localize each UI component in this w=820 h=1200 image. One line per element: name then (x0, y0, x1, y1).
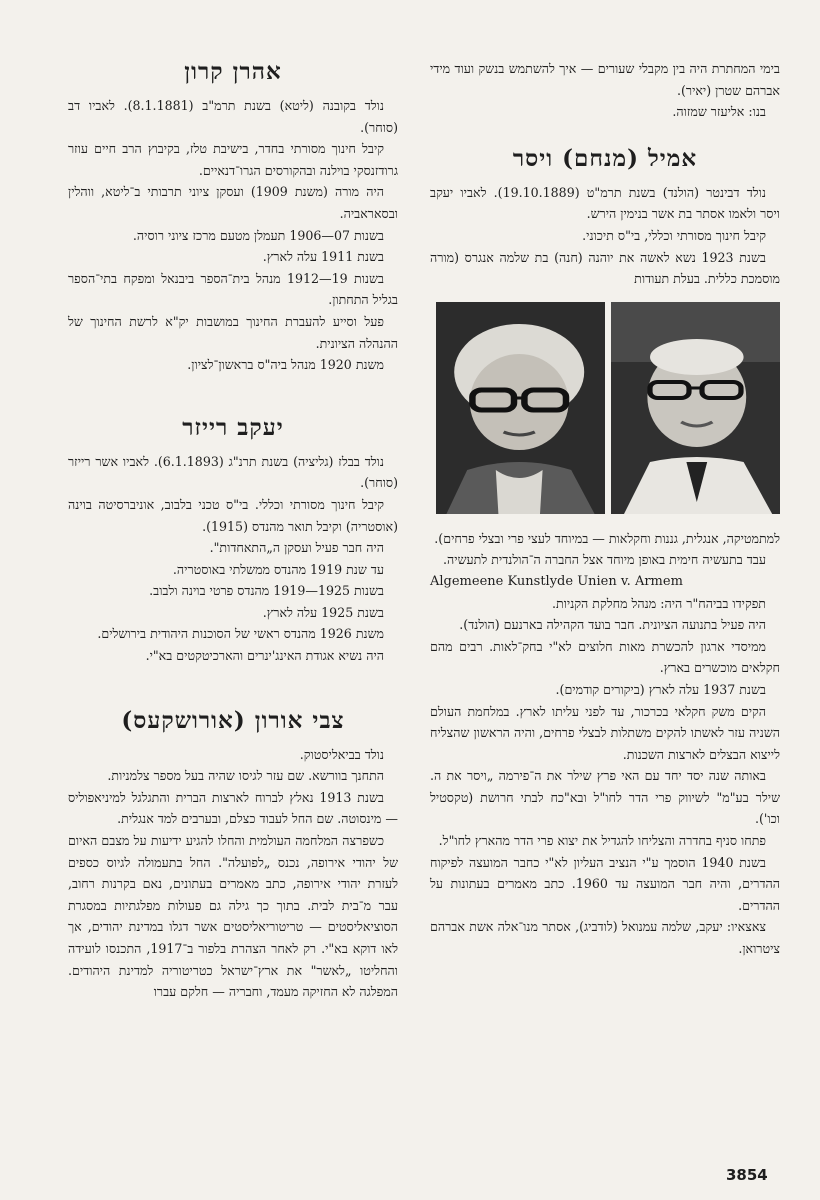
entry-yaakov-raizer (68, 414, 398, 667)
entry-paragraph: משנת 1926 מהנדס ראשי של הסוכנות היהודית בירושלים. (97, 626, 384, 642)
entry-paragraph: נולד בביאליסטוק. (299, 746, 384, 762)
entry-aharon-karon (68, 58, 398, 376)
entry-paragraph: התחנך בוורשא. שם עזר לגיסו שהיה בעל מספר צלמניות. (107, 768, 384, 784)
entry-paragraph: היה פעיל בתנועה הציונית. חבר בועד הקהילה בארנעם (הולנד). (459, 617, 766, 633)
entry-paragraph: קיבל חינוך מסורתי וכללי. בי"ס טכני בלבוב, אוניברסיטה בוינה (אוסטריה) וקיבל תואר מהנדס (1915). (68, 496, 398, 534)
entry-paragraph: בשנות 19—1912 מנהל בית־הספר ביבנאל ומפקח בתי־הספר בגליל התחתון. (68, 270, 398, 308)
portrait-photos (436, 302, 780, 514)
entry-paragraph: בשנת 1940 הוסמך ע"י הנציב העליון לא"י כחבר המועצה לפיקוח ההדרים, והיה חבר המועצה עד 1960. כתב מאמרים בעתונות על ההדרים. (430, 854, 781, 913)
entry-tsvi-oron (68, 707, 398, 1003)
entry-paragraph: נולד בקובנה (ליטא) בשנת תרמ"ב (8.1.1881). לאביו דב (סוחר). (68, 98, 398, 135)
entry-paragraph: בשנת 1923 נשא לאשה את יוהנה (חנה) בת שלמה אנגרס (מורה מוסמכת כללית. בעלת תעודות (430, 249, 780, 287)
entry-paragraph: בשנת 1911 עלה לארץ. (262, 249, 384, 265)
entry-paragraph: משנת 1920 מנהל ביה"ס בראשון־לציון. (187, 357, 384, 373)
entry-paragraph: צאצאיו: יעקב, שלמה עמנואל (לודביג), אסתר מנו־אלה אשת אברהם ציטרואן. (430, 919, 780, 957)
page-number: 3854 (726, 1166, 768, 1184)
entry-paragraph: קיבל חינוך מסורתי וכללי, בי"ס תיכוני. (582, 227, 766, 243)
entry-paragraph: בשנת 1925 עלה לארץ. (262, 604, 384, 620)
entry-paragraph: באותה שנה יסד יחד עם האי פרץ שילר את ה־פירמה „ויסר את ה. שילר בע"מ" לשיווק פרי הדר לחו"ל ובא"כח לבתי חרושת (טקסטיל וכו'). (430, 768, 780, 827)
entry-paragraph: קיבל חינוך מסורתי בחדר, בישיבת טלז, בקיבוץ הרב חיים עוזר גרודזנסקי בוילנה ובהקורסים הגרו־דנאיים. (68, 141, 398, 178)
entry-paragraph: נולד בבלז (גליציה) בשנת תרנ"ג (6.1.1893). לאביו אשר רייזר (סוחר). (68, 453, 398, 491)
portrait-man-photo (611, 302, 780, 514)
entry-paragraph: עבד בתעשיה חימית באופן מיוחד אצל החברה ה־הולנדית לתעשיה. (443, 552, 766, 568)
portrait-man-icon (611, 302, 780, 514)
entry-paragraph: נולד דבינטר (הולנד) בשנת תרמ"ט (19.10.1889). לאביו יעקב ויסר ולאמו אסתר בת אשר בנימין הירש. (430, 184, 780, 222)
entry-paragraph: היה נשיא אגודת האינג'ינרים והארכיטקטים בא"י. (145, 648, 384, 664)
entry-paragraph: בשנת 1913 נאלץ לברוח לארצות הברית והתגלגל למיניאפוליס — מינסוטה. שם החל לעבוד כצלם, ובערבים למד אנגלית. (68, 789, 398, 827)
entry-paragraph: היה מורה (משנת 1909) ועסקן ציוני תרבותי ב־ליטא, ווהלין ובסאראביה. (68, 184, 398, 221)
entry-title: אהרן קרון (184, 58, 282, 85)
entry-paragraph: הקים משק חקלאי בכרכור, עד לפני עליתו לארץ. במלחמת העולם השניה עזר לאשתו להקים משתלות לבצלי פרחים, והיה הראשון שהצליח לייצוא הבצלים לארצות השכנות. (430, 703, 780, 762)
entry-title: צבי אורון (אורושקעס) (121, 706, 345, 734)
entry-paragraph: ממיסדי ארגון להכשרת מאות חלוצים לא"י בחק־לאות. רבים מהם חקלאים מוכשרים בארץ. (430, 638, 780, 676)
children-line: בנו: אליעזר שמזוה. (672, 104, 766, 120)
portrait-woman-icon (436, 302, 605, 514)
entry-paragraph: כשפרצה המלחמה העולמית והחלו להגיע ידיעות על מצבם האיום של יהודי אירופה, נכנס „לפועלה". החל בתעמולה לגיוס כספים לעזרת יהודי אירופה, כתב מאמרים בעתונים, נאם בקרנות רחוב, עבר מ־בית לבית. בתוך כך גילה גם פעולות מפלגתיות במסגרת הסוציאליסטים — טריטוריאליסטים אשר דגלו במדינת יהודים, אך לאו דוקא בא"י. רק לאחר הצהרת בלפור ב־1917, התכנסו לועידה והחליטו „לאשר" את ארץ־ישראל כטריטוריה למדינת היהודים. המפלגה לא החזיקה מעמד, וחבריה — חלקם עברו (68, 833, 398, 1000)
entry-title: יעקב רייזר (182, 413, 284, 441)
entry-paragraph: פתחו סניף בחדרה והצליחו להגדיל את יצוא פרי הדר מהארץ לחו"ל. (438, 833, 766, 849)
portrait-woman-photo (436, 302, 605, 514)
entry-paragraph: בשנות 1925—1919 מהנדס פרטי בוינה ולבוב. (149, 583, 384, 599)
right-column (430, 58, 780, 960)
entry-emil-visser (430, 145, 780, 960)
entry-paragraph: תפקידו בביהח"ר היה: מנהל מחלקת הקניות. (552, 595, 766, 611)
left-column (68, 58, 398, 1003)
entry-title: אמיל (מנחם) ויסר (512, 144, 698, 172)
entry-paragraph: בשנת 1937 עלה לארץ (ביקורים קודמים). (555, 681, 766, 697)
entry-paragraph: למתמטיקה, אנגלית, גננות וחקלאות — במיוחד לעצי פרי ובצלי פרחים). (434, 530, 780, 546)
entry-paragraph: היה חבר פעיל ועסקן ה„התאחדות". (209, 540, 384, 556)
entry-paragraph: פעל וסייע להעברת החינוך במושבות יק"א לרשת החינוך של ההנהלה הציונית. (68, 313, 398, 351)
company-name: Algemeene Kunstlyde Unien v. Armem (430, 573, 683, 589)
entry-paragraph: עד שנת 1919 מהנדס ממשלתי באוסטריה. (172, 561, 384, 577)
continuation-paragraph: בימי המחתרת היה בין מקבלי שעורים — איך להשתמש בנשק ועוד מידי אברהם שטרן (יאיר). (430, 61, 780, 98)
previous-entry-continuation (430, 58, 780, 123)
entry-paragraph: בשנות 07—1906 תעמלן מטעם מרכז ציוני רוסיה. (132, 227, 384, 243)
